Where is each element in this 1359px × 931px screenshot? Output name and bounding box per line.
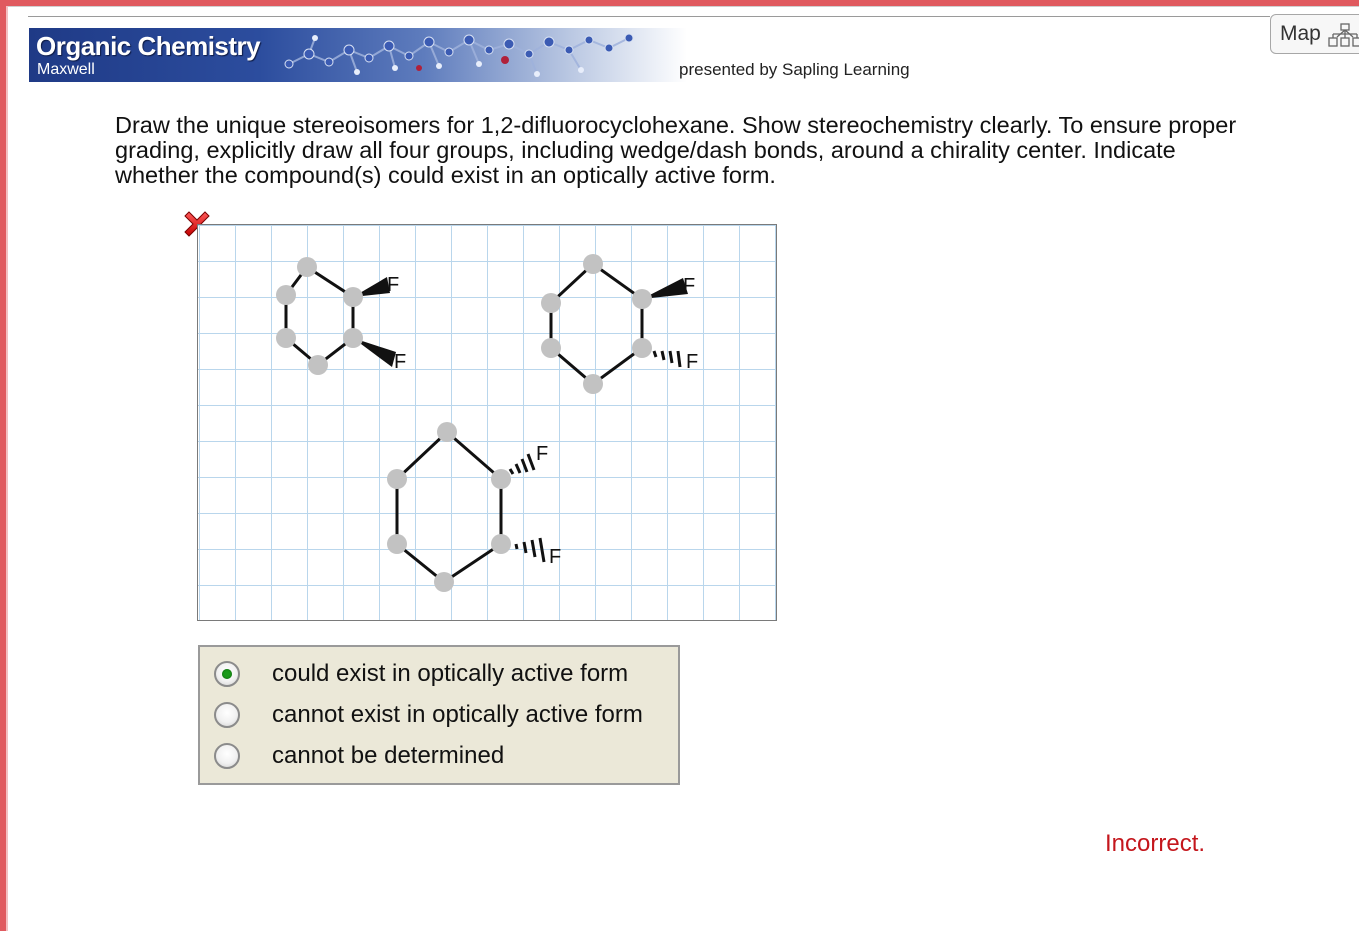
hashed-bond <box>510 454 534 474</box>
option-label: cannot be determined <box>272 742 505 769</box>
radio-button[interactable] <box>214 743 240 769</box>
window-top-border-line <box>0 6 1359 7</box>
molecule-decoration <box>269 28 687 82</box>
molecule-1 <box>276 257 406 375</box>
atom-label-f: F <box>387 274 400 296</box>
header-separator <box>28 16 1270 17</box>
radio-dot <box>222 669 232 679</box>
atom-label-f: F <box>549 546 562 568</box>
molecule-2 <box>541 254 698 394</box>
window-left-border-inner <box>6 6 8 931</box>
option-label: cannot exist in optically active form <box>272 701 643 728</box>
option-could-exist[interactable] <box>214 659 674 691</box>
course-banner <box>29 28 687 82</box>
atom-label-f: F <box>686 351 699 373</box>
atom-label-f: F <box>536 443 549 465</box>
radio-button-selected[interactable] <box>214 661 240 687</box>
molecule-drawing <box>198 225 778 622</box>
atom-label-f: F <box>683 275 696 297</box>
map-button[interactable] <box>1270 14 1359 54</box>
question-text: Draw the unique stereoisomers for 1,2-difluorocyclohexane. Show stereochemistry clearly. To ensure proper grading, explicitly draw all four groups, including wedge/dash bonds, around a chirality center. Indicate whether the compound(s) could exist in an optically active form. <box>115 112 1237 188</box>
map-button-label: Map <box>1280 22 1321 45</box>
hashed-bond <box>516 538 544 562</box>
option-cannot-determine[interactable] <box>214 741 674 773</box>
map-tree-icon <box>1327 23 1359 49</box>
atom-label-f: F <box>394 351 407 373</box>
presented-by-text: presented by Sapling Learning <box>679 60 910 79</box>
molecule-3 <box>387 422 561 592</box>
radio-button[interactable] <box>214 702 240 728</box>
course-author: Maxwell <box>37 61 95 78</box>
option-cannot-exist[interactable] <box>214 700 674 732</box>
drawing-canvas[interactable] <box>197 224 777 621</box>
hashed-bond <box>654 351 680 367</box>
option-label: could exist in optically active form <box>272 660 629 687</box>
course-title: Organic Chemistry <box>36 31 261 61</box>
optical-activity-options <box>198 645 680 785</box>
feedback-text: Incorrect. <box>1105 830 1206 857</box>
